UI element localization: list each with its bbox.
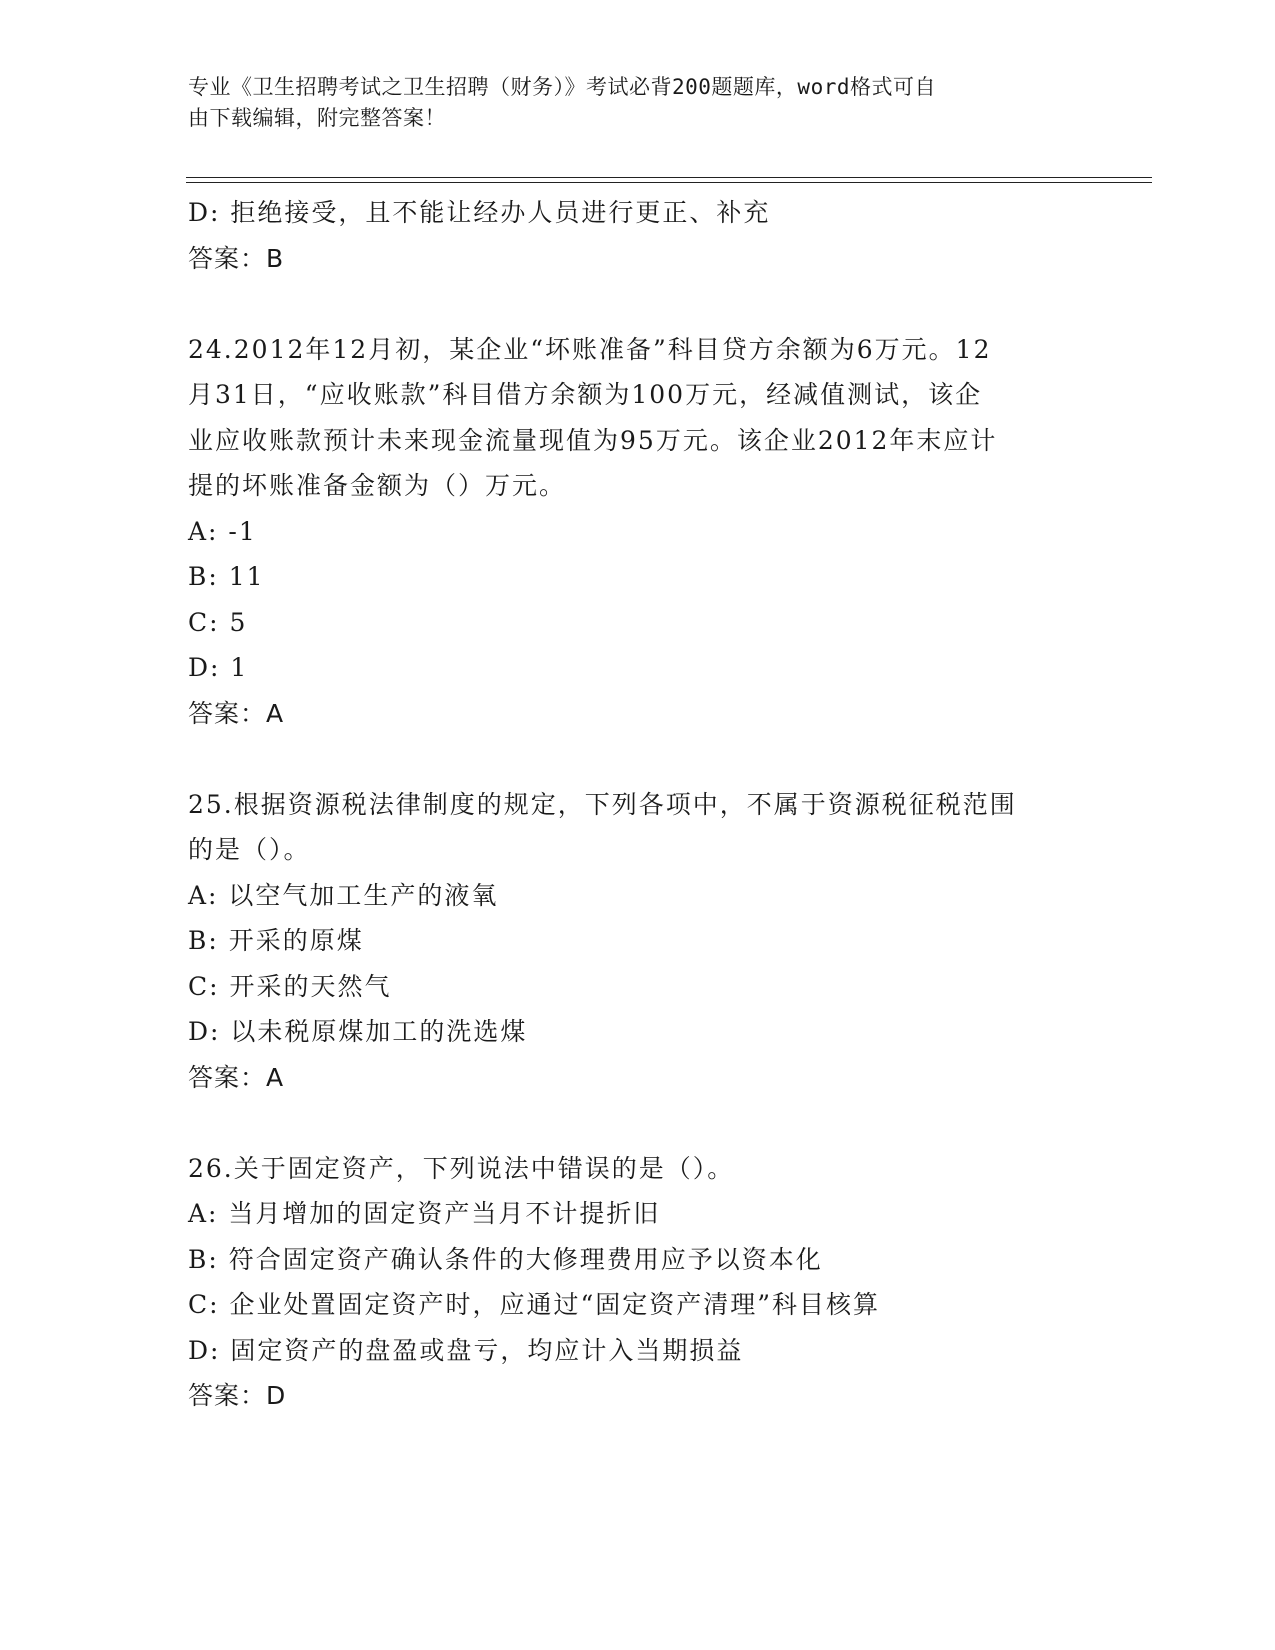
question-list xyxy=(188,190,1088,1419)
option-b: B: 11 xyxy=(188,562,265,591)
question-26 xyxy=(188,1146,1088,1419)
question-stem-line: 业应收账款预计未来现金流量现值为95万元。该企业2012年末应计 xyxy=(188,425,998,455)
option-d: D: 以未税原煤加工的洗选煤 xyxy=(188,1017,528,1046)
option-a: A: -1 xyxy=(188,516,257,546)
question-stem-line: 月31日，“应收账款”科目借方余额为100万元，经减值测试，该企 xyxy=(188,380,983,409)
spacer xyxy=(188,736,1088,782)
question-25 xyxy=(188,782,1088,1101)
header-line-1: 专业《卫生招聘考试之卫生招聘（财务）》考试必背200题题库，word格式可自 xyxy=(188,75,936,99)
option-c: C: 开采的天然气 xyxy=(188,971,392,1001)
header-divider-top xyxy=(186,177,1152,178)
previous-question xyxy=(188,190,1088,281)
answer-line: 答案：A xyxy=(188,1062,285,1092)
answer-line: 答案：D xyxy=(188,1381,287,1410)
option-a: A: 当月增加的固定资产当月不计提折旧 xyxy=(188,1199,661,1228)
question-24 xyxy=(188,327,1088,737)
header-line-2: 由下载编辑，附完整答案！ xyxy=(188,106,446,130)
question-stem-line: 提的坏账准备金额为（）万元。 xyxy=(188,471,567,500)
option-d: D: 拒绝接受，且不能让经办人员进行更正、补充 xyxy=(188,198,771,227)
header-divider-bottom xyxy=(186,182,1152,183)
option-d: D: 1 xyxy=(188,653,249,682)
document-header xyxy=(188,72,1068,134)
option-a: A: 以空气加工生产的液氧 xyxy=(188,880,499,910)
answer-line: 答案：B xyxy=(188,243,285,273)
option-c: C: 企业处置固定资产时，应通过“固定资产清理”科目核算 xyxy=(188,1290,881,1319)
question-stem-line: 24.2012年12月初，某企业“坏账准备”科目贷方余额为6万元。12 xyxy=(188,334,992,364)
spacer xyxy=(188,1100,1088,1146)
answer-line: 答案：A xyxy=(188,698,285,728)
question-stem-line: 的是（）。 xyxy=(188,835,311,864)
option-b: B: 开采的原煤 xyxy=(188,926,364,955)
option-c: C: 5 xyxy=(188,607,248,637)
question-stem-line: 26.关于固定资产，下列说法中错误的是（）。 xyxy=(188,1153,735,1183)
option-d: D: 固定资产的盘盈或盘亏，均应计入当期损益 xyxy=(188,1335,744,1365)
question-stem-line: 25.根据资源税法律制度的规定，下列各项中，不属于资源税征税范围 xyxy=(188,789,1017,819)
option-b: B: 符合固定资产确认条件的大修理费用应予以资本化 xyxy=(188,1244,823,1274)
spacer xyxy=(188,281,1088,327)
